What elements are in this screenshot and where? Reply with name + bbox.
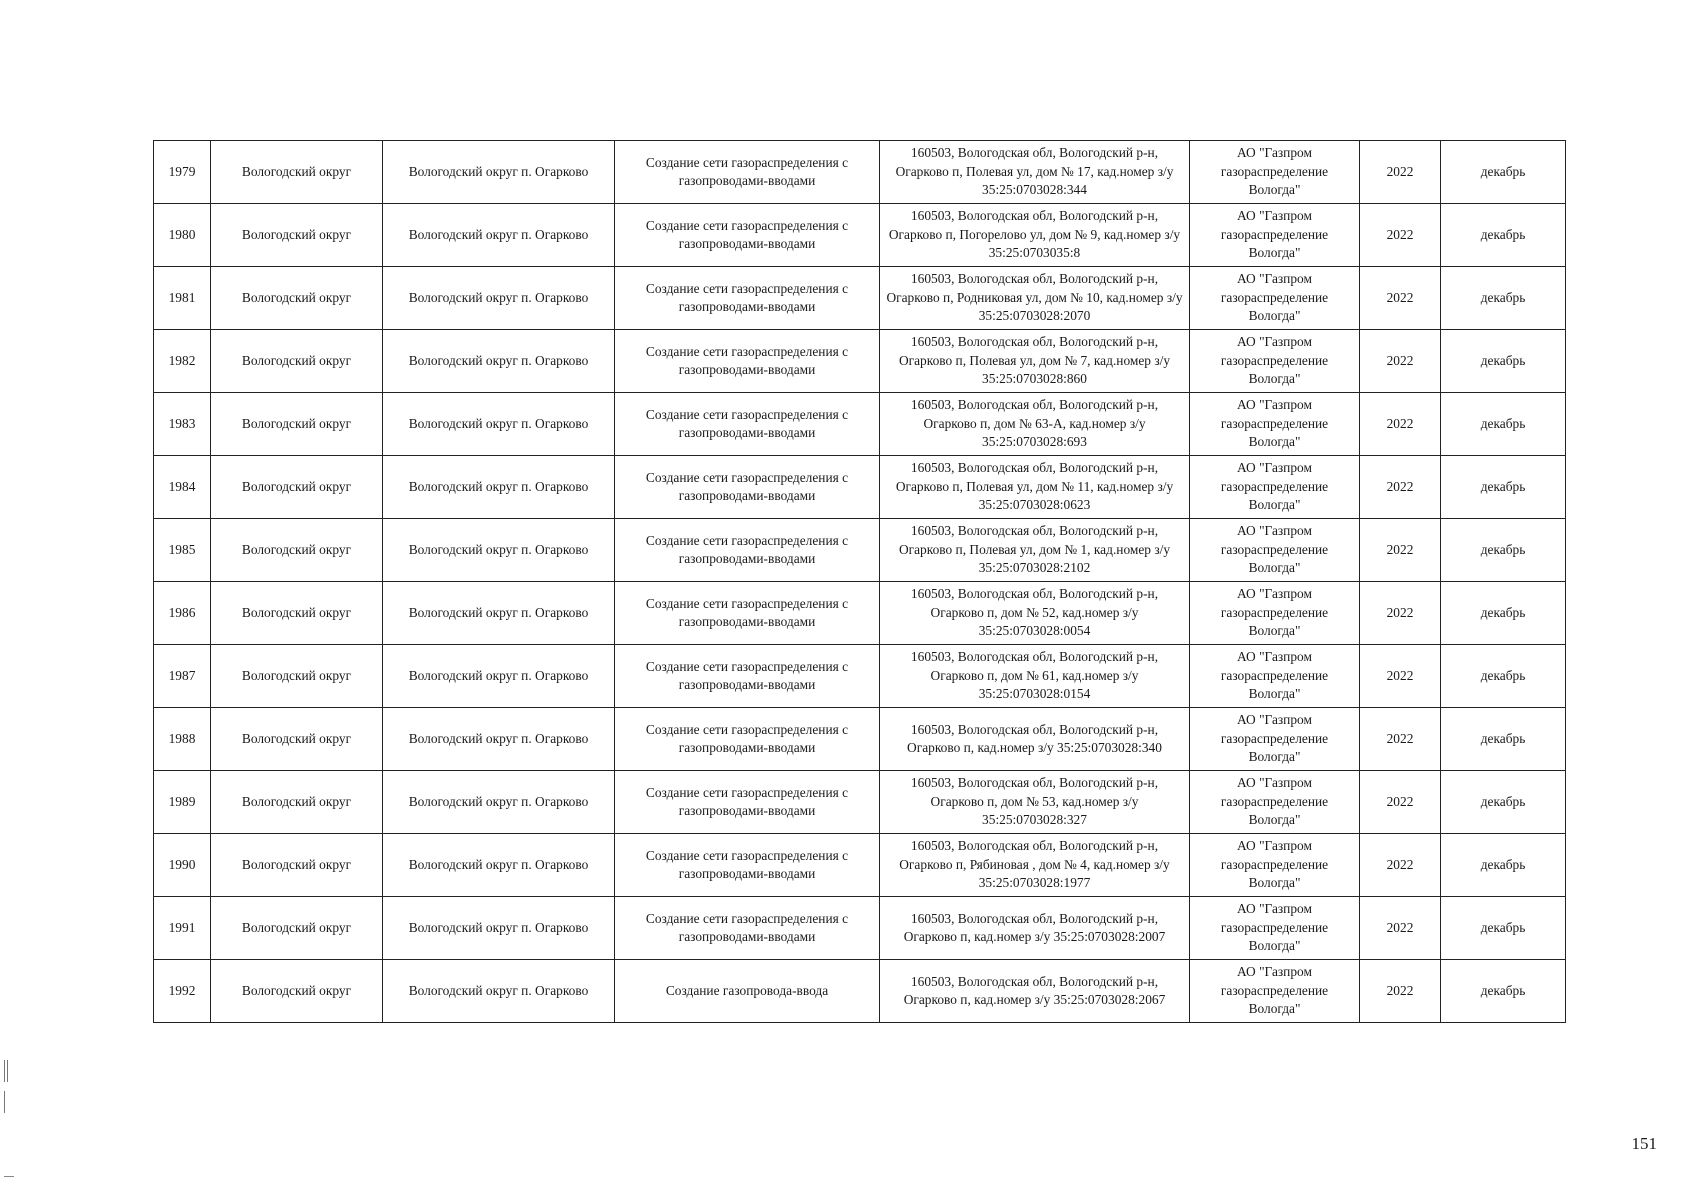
cell-year: 2022: [1360, 330, 1441, 393]
cell-organization: АО "Газпром газораспределение Вологда": [1190, 582, 1360, 645]
table-row: [154, 897, 1566, 960]
cell-address: 160503, Вологодская обл, Вологодский р-н, Огарково п, Полевая ул, дом № 11, кад.номер з/у 35:25:0703028:0623: [880, 456, 1190, 519]
cell-number: 1989: [154, 771, 211, 834]
cell-work-type: Создание сети газораспределения с газопроводами-вводами: [615, 204, 880, 267]
table-row: [154, 267, 1566, 330]
page-number: 151: [1631, 1134, 1657, 1153]
cell-locality: Вологодский округ п. Огарково: [383, 456, 615, 519]
cell-year: 2022: [1360, 456, 1441, 519]
cell-month: декабрь: [1441, 456, 1566, 519]
cell-district: Вологодский округ: [211, 267, 383, 330]
cell-number: 1991: [154, 897, 211, 960]
table-row: [154, 645, 1566, 708]
cell-district: Вологодский округ: [211, 960, 383, 1023]
cell-address: 160503, Вологодская обл, Вологодский р-н, Огарково п, дом № 61, кад.номер з/у 35:25:0703028:0154: [880, 645, 1190, 708]
cell-month: декабрь: [1441, 141, 1566, 204]
cell-locality: Вологодский округ п. Огарково: [383, 645, 615, 708]
cell-work-type: Создание сети газораспределения с газопроводами-вводами: [615, 456, 880, 519]
cell-month: декабрь: [1441, 330, 1566, 393]
cell-month: декабрь: [1441, 708, 1566, 771]
cell-month: декабрь: [1441, 834, 1566, 897]
cell-number: 1987: [154, 645, 211, 708]
table-row: [154, 204, 1566, 267]
table-body: [154, 141, 1566, 1023]
cell-district: Вологодский округ: [211, 204, 383, 267]
cell-number: 1982: [154, 330, 211, 393]
cell-locality: Вологодский округ п. Огарково: [383, 519, 615, 582]
cell-organization: АО "Газпром газораспределение Вологда": [1190, 330, 1360, 393]
cell-district: Вологодский округ: [211, 771, 383, 834]
cell-organization: АО "Газпром газораспределение Вологда": [1190, 960, 1360, 1023]
cell-district: Вологодский округ: [211, 645, 383, 708]
cell-organization: АО "Газпром газораспределение Вологда": [1190, 519, 1360, 582]
cell-year: 2022: [1360, 708, 1441, 771]
cell-district: Вологодский округ: [211, 519, 383, 582]
cell-address: 160503, Вологодская обл, Вологодский р-н, Огарково п, дом № 52, кад.номер з/у 35:25:0703028:0054: [880, 582, 1190, 645]
cell-work-type: Создание сети газораспределения с газопроводами-вводами: [615, 267, 880, 330]
cell-year: 2022: [1360, 645, 1441, 708]
cell-month: декабрь: [1441, 267, 1566, 330]
cell-locality: Вологодский округ п. Огарково: [383, 771, 615, 834]
cell-address: 160503, Вологодская обл, Вологодский р-н, Огарково п, кад.номер з/у 35:25:0703028:2067: [880, 960, 1190, 1023]
cell-year: 2022: [1360, 204, 1441, 267]
cell-work-type: Создание сети газораспределения с газопроводами-вводами: [615, 582, 880, 645]
cell-year: 2022: [1360, 393, 1441, 456]
cell-work-type: Создание сети газораспределения с газопроводами-вводами: [615, 771, 880, 834]
cell-month: декабрь: [1441, 960, 1566, 1023]
cell-locality: Вологодский округ п. Огарково: [383, 582, 615, 645]
gasification-table: [153, 140, 1566, 1023]
cell-district: Вологодский округ: [211, 708, 383, 771]
cell-month: декабрь: [1441, 897, 1566, 960]
table-row: [154, 960, 1566, 1023]
cell-district: Вологодский округ: [211, 897, 383, 960]
cell-year: 2022: [1360, 960, 1441, 1023]
cell-year: 2022: [1360, 582, 1441, 645]
cell-address: 160503, Вологодская обл, Вологодский р-н, Огарково п, Погорелово ул, дом № 9, кад.номер з/у 35:25:0703035:8: [880, 204, 1190, 267]
cell-district: Вологодский округ: [211, 834, 383, 897]
cell-organization: АО "Газпром газораспределение Вологда": [1190, 897, 1360, 960]
cell-locality: Вологодский округ п. Огарково: [383, 141, 615, 204]
cell-number: 1984: [154, 456, 211, 519]
cell-month: декабрь: [1441, 204, 1566, 267]
cell-work-type: Создание сети газораспределения с газопроводами-вводами: [615, 897, 880, 960]
cell-address: 160503, Вологодская обл, Вологодский р-н, Огарково п, кад.номер з/у 35:25:0703028:340: [880, 708, 1190, 771]
cell-year: 2022: [1360, 267, 1441, 330]
table-row: [154, 393, 1566, 456]
cell-work-type: Создание сети газораспределения с газопроводами-вводами: [615, 141, 880, 204]
cell-district: Вологодский округ: [211, 141, 383, 204]
cell-organization: АО "Газпром газораспределение Вологда": [1190, 645, 1360, 708]
cell-district: Вологодский округ: [211, 582, 383, 645]
cell-number: 1981: [154, 267, 211, 330]
cell-locality: Вологодский округ п. Огарково: [383, 267, 615, 330]
cell-number: 1986: [154, 582, 211, 645]
cell-district: Вологодский округ: [211, 456, 383, 519]
cell-locality: Вологодский округ п. Огарково: [383, 708, 615, 771]
cell-address: 160503, Вологодская обл, Вологодский р-н, Огарково п, Полевая ул, дом № 1, кад.номер з/у 35:25:0703028:2102: [880, 519, 1190, 582]
cell-locality: Вологодский округ п. Огарково: [383, 897, 615, 960]
cell-month: декабрь: [1441, 519, 1566, 582]
cell-number: 1985: [154, 519, 211, 582]
table-row: [154, 834, 1566, 897]
cell-work-type: Создание сети газораспределения с газопроводами-вводами: [615, 330, 880, 393]
cell-work-type: Создание газопровода-ввода: [615, 960, 880, 1023]
cell-locality: Вологодский округ п. Огарково: [383, 330, 615, 393]
cell-number: 1979: [154, 141, 211, 204]
table-row: [154, 708, 1566, 771]
cell-year: 2022: [1360, 834, 1441, 897]
cell-district: Вологодский округ: [211, 330, 383, 393]
cell-organization: АО "Газпром газораспределение Вологда": [1190, 267, 1360, 330]
cell-locality: Вологодский округ п. Огарково: [383, 204, 615, 267]
cell-organization: АО "Газпром газораспределение Вологда": [1190, 834, 1360, 897]
table-row: [154, 330, 1566, 393]
cell-year: 2022: [1360, 897, 1441, 960]
table-row: [154, 456, 1566, 519]
cell-address: 160503, Вологодская обл, Вологодский р-н, Огарково п, Рябиновая , дом № 4, кад.номер з/у 35:25:0703028:1977: [880, 834, 1190, 897]
cell-organization: АО "Газпром газораспределение Вологда": [1190, 141, 1360, 204]
cell-locality: Вологодский округ п. Огарково: [383, 960, 615, 1023]
cell-work-type: Создание сети газораспределения с газопроводами-вводами: [615, 708, 880, 771]
cell-year: 2022: [1360, 771, 1441, 834]
cell-address: 160503, Вологодская обл, Вологодский р-н, Огарково п, Полевая ул, дом № 7, кад.номер з/у 35:25:0703028:860: [880, 330, 1190, 393]
cell-work-type: Создание сети газораспределения с газопроводами-вводами: [615, 519, 880, 582]
cell-work-type: Создание сети газораспределения с газопроводами-вводами: [615, 393, 880, 456]
cell-locality: Вологодский округ п. Огарково: [383, 834, 615, 897]
cell-month: декабрь: [1441, 645, 1566, 708]
cell-number: 1990: [154, 834, 211, 897]
cell-number: 1992: [154, 960, 211, 1023]
table-row: [154, 582, 1566, 645]
cell-work-type: Создание сети газораспределения с газопроводами-вводами: [615, 645, 880, 708]
cell-organization: АО "Газпром газораспределение Вологда": [1190, 771, 1360, 834]
cell-month: декабрь: [1441, 393, 1566, 456]
cell-organization: АО "Газпром газораспределение Вологда": [1190, 708, 1360, 771]
cell-address: 160503, Вологодская обл, Вологодский р-н, Огарково п, Полевая ул, дом № 17, кад.номер з/у 35:25:0703028:344: [880, 141, 1190, 204]
cell-work-type: Создание сети газораспределения с газопроводами-вводами: [615, 834, 880, 897]
cell-locality: Вологодский округ п. Огарково: [383, 393, 615, 456]
table-row: [154, 771, 1566, 834]
scan-margin-dash: [4, 1176, 14, 1177]
cell-organization: АО "Газпром газораспределение Вологда": [1190, 456, 1360, 519]
cell-organization: АО "Газпром газораспределение Вологда": [1190, 204, 1360, 267]
cell-district: Вологодский округ: [211, 393, 383, 456]
scan-margin-mark: [4, 1060, 12, 1122]
table-row: [154, 141, 1566, 204]
cell-address: 160503, Вологодская обл, Вологодский р-н, Огарково п, дом № 53, кад.номер з/у 35:25:0703028:327: [880, 771, 1190, 834]
cell-month: декабрь: [1441, 771, 1566, 834]
cell-month: декабрь: [1441, 582, 1566, 645]
cell-organization: АО "Газпром газораспределение Вологда": [1190, 393, 1360, 456]
table-row: [154, 519, 1566, 582]
cell-address: 160503, Вологодская обл, Вологодский р-н, Огарково п, кад.номер з/у 35:25:0703028:2007: [880, 897, 1190, 960]
cell-number: 1980: [154, 204, 211, 267]
cell-address: 160503, Вологодская обл, Вологодский р-н, Огарково п, Родниковая ул, дом № 10, кад.номер з/у 35:25:0703028:2070: [880, 267, 1190, 330]
cell-year: 2022: [1360, 141, 1441, 204]
cell-year: 2022: [1360, 519, 1441, 582]
cell-number: 1988: [154, 708, 211, 771]
cell-address: 160503, Вологодская обл, Вологодский р-н, Огарково п, дом № 63-А, кад.номер з/у 35:25:0703028:693: [880, 393, 1190, 456]
cell-number: 1983: [154, 393, 211, 456]
